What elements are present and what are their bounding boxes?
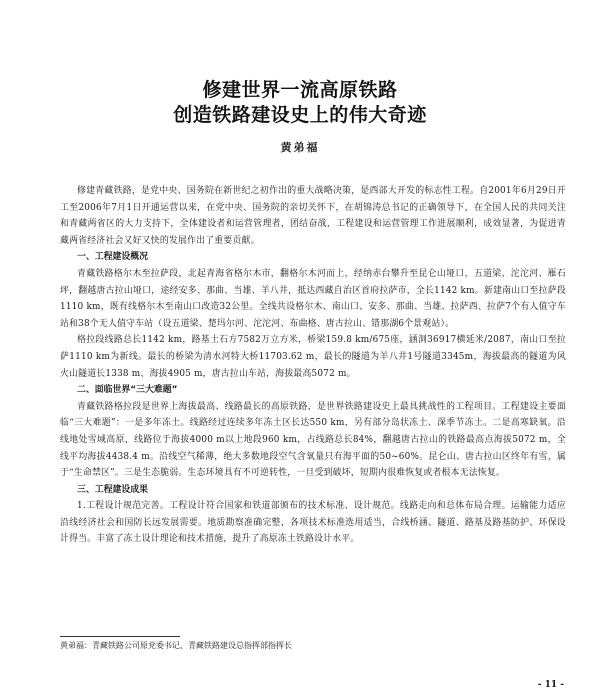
paragraph-route-overview: 青藏铁路格尔木至拉萨段，北起青海省格尔木市，翻格尔木河而上，经纳赤台攀升至昆仑山垭口，五道梁、沱沱河、雁石坪，翻越唐古拉山垭口，途经安多、那曲、当雄、羊八井，抵达西藏自治区首府拉萨市，全长1142 km。新建南山口至拉萨段1110 km，既有线格尔木至南山口改造32公里。全线共设格尔木、南山口、安多、那曲、当雄、拉萨西、拉萨7个有人值守车站和38个无人值守车站（设五道梁、楚玛尔河、沱沱河、布曲格、唐古拉山、错那湖6个景观站）。	[60, 268, 566, 329]
paragraph-achievements: 1.工程设计规范完善。工程设计符合国家和铁道部颁布的技术标准、设计规范。线路走向和总体布局合理。运输能力适应沿线经济社会和国防长远发展需要。地质勘察准确完整，各项技术标准选用适当，合线桥涵、隧道、路基及路基防护、环保设计得当。丰富了冻土设计理论和技术措施，提升了高原冻土铁路设计水平。	[60, 501, 566, 545]
paragraph-route-stats: 格拉段线路总长1142 km，路基土石方7582万立方米，桥梁159.8 km/675座，涵洞36917横延米/2087，南山口至拉萨1110 km为新线。最长的桥梁为清水河特大桥11703.62 m，最长的隧道为羊八井1号隧道3345m，海拔最高的隧道为风火山隧道长1338 m、海拔4905 m，唐古拉山车站，海拔最高5072 m。	[60, 335, 566, 379]
footnote-divider	[60, 636, 180, 637]
article-title	[0, 78, 600, 128]
article-body	[60, 183, 566, 548]
intro-paragraph: 修建青藏铁路，是党中央、国务院在新世纪之初作出的重大战略决策，是西部大开发的标志性工程。自2001年6月29日开工至2006年7月1日开通运营以来，在党中央、国务院的亲切关怀下，在胡锦涛总书记的正确领导下，在全国人民的共同关注和青藏两省区的大力支持下，全体建设者和运营管理者，团结奋战，工程建设和运营管理工作进展顺利，成效显著，为促进青藏两省经济社会又好又快的发展作出了重要贡献。	[60, 186, 566, 246]
author-name: 黄弟福	[280, 141, 320, 154]
paragraph-three-challenges: 青藏铁路格拉段是世界上海拔最高、线路最长的高原铁路，是世界铁路建设史上最具挑战性的工程项目。工程建设主要面临“三大难题”：一是多年冻土。线路经过连续多年冻土区长达550 km，另有部分岛状冻土、深季节冻土。二是高寒缺氧。沿线地处雪域高原，线路位于海拔4000 m以上地段960 km，占线路总长84%，翻越唐古拉山的铁路最高点海拔5072 m，全线平均海拔4438.4 m。沿线空气稀薄，绝大多数地段空气含氧量只有海平面的50~60%。昆仑山、唐古拉山区终年有雪，属于“生命禁区”。三是生态脆弱。生态环境具有不可逆转性，一旦受到破坏，短期内很难恢复或者根本无法恢复。	[60, 401, 566, 479]
section-heading-3: 三、工程建设成果	[77, 484, 148, 495]
title-line-1: 修建世界一流高原铁路	[202, 79, 398, 101]
page-number: - 11 -	[537, 680, 564, 690]
title-line-2: 创造铁路建设史上的伟大奇迹	[173, 104, 427, 126]
section-heading-2: 二、面临世界“三大难题”	[77, 385, 178, 396]
section-heading-1: 一、工程建设概况	[77, 252, 148, 263]
footnote: 黄弟福：青藏铁路公司原党委书记、青藏铁路建设总指挥部指挥长	[60, 641, 292, 650]
